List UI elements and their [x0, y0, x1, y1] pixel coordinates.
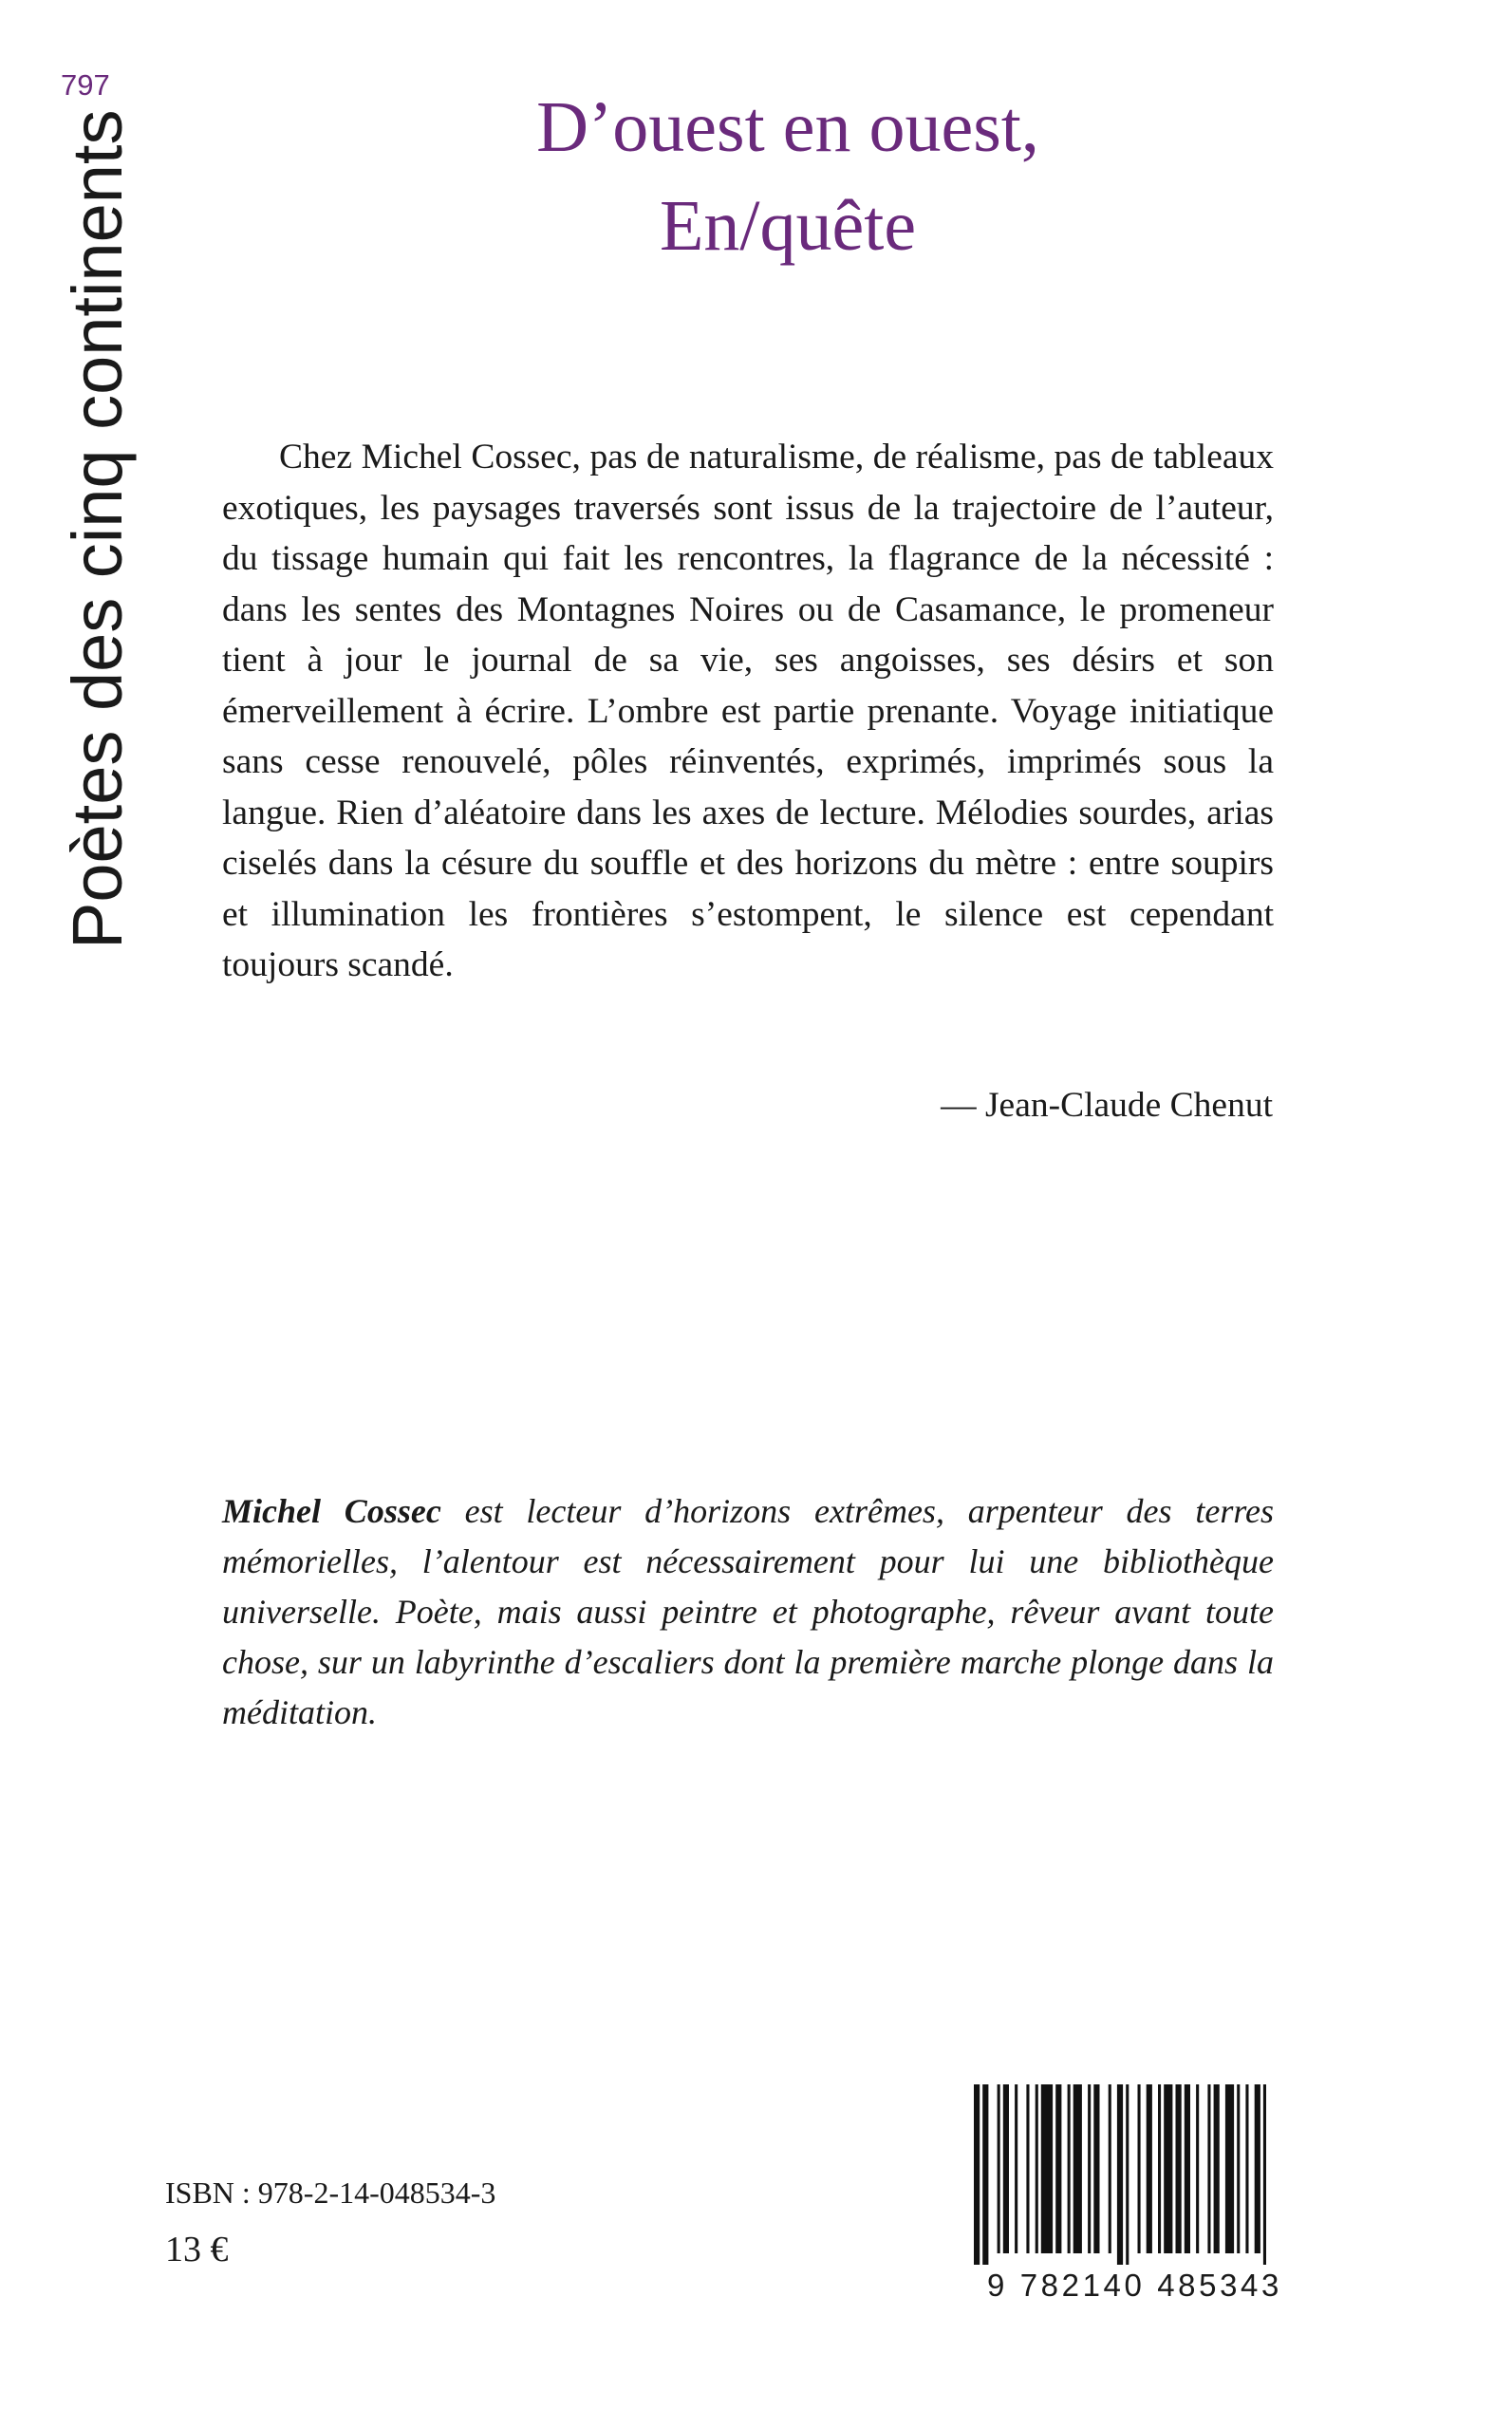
barcode-bar	[1093, 2084, 1099, 2253]
series-name: Poètes des cinq continents	[58, 109, 137, 949]
author-bio-text: est lecteur d’horizons extrêmes, arpenteur des terres mémorielles, l’alentour est nécessairement pour lui une bibliothèque universelle. Poète, mais aussi peintre et photographe, rêveur avant toute chose, sur un labyrinthe d’escaliers dont la première marche plonge dans la méditation.	[222, 1492, 1274, 1731]
author-name: Michel Cossec	[222, 1492, 441, 1530]
blurb-attribution: — Jean-Claude Chenut	[941, 1086, 1273, 1125]
barcode-bar	[1207, 2084, 1210, 2253]
barcode-bars-icon	[968, 2084, 1319, 2265]
barcode-bar	[1185, 2084, 1190, 2253]
author-bio	[222, 1486, 1274, 1738]
barcode	[968, 2084, 1319, 2265]
title-line-1: D’ouest en ouest,	[536, 87, 1039, 167]
barcode-bar	[1109, 2084, 1111, 2253]
barcode-bar	[1026, 2084, 1029, 2253]
barcode-bar	[1068, 2084, 1071, 2253]
title-line-2: En/quête	[659, 186, 917, 266]
barcode-bar	[1263, 2084, 1266, 2265]
barcode-bar	[1214, 2084, 1220, 2253]
barcode-bar	[1138, 2084, 1141, 2253]
series-number: 797	[61, 68, 110, 102]
barcode-bar	[1117, 2084, 1123, 2265]
barcode-digits: 9 782140 485343	[987, 2268, 1282, 2303]
barcode-bar	[1245, 2084, 1248, 2253]
barcode-bar	[1015, 2084, 1017, 2253]
barcode-bar	[974, 2084, 980, 2265]
isbn: ISBN : 978-2-14-048534-3	[165, 2176, 496, 2210]
barcode-bar	[1003, 2084, 1009, 2253]
blurb	[222, 432, 1274, 991]
barcode-bar	[1088, 2084, 1091, 2253]
barcode-bar	[1196, 2084, 1199, 2253]
blurb-text: Chez Michel Cossec, pas de naturalisme, de réalisme, pas de tableaux exotiques, les paysages traversés sont issus de la trajectoire de l’auteur, du tissage humain qui fait les rencontres, la flagrance de la nécessité : dans les sentes des Montagnes Noires ou de Casamance, le promeneur tient à jour le journal de sa vie, ses angoisses, ses désirs et son émerveillement à écrire. L’ombre est partie prenante. Voyage initiatique sans cesse renouvelé, pôles réinventés, exprimés, imprimés sous la langue. Rien d’aléatoire dans les axes de lecture. Mélodies sourdes, arias ciselés dans la césure du souffle et des horizons du mètre : entre soupirs et illumination les frontières s’estompent, le silence est cependant toujours scandé.	[222, 438, 1274, 984]
barcode-bar	[982, 2084, 988, 2265]
barcode-bar	[1237, 2084, 1240, 2253]
barcode-bar	[998, 2084, 1000, 2253]
barcode-bar	[1164, 2084, 1172, 2253]
barcode-bar	[1255, 2084, 1260, 2253]
barcode-bar	[1055, 2084, 1061, 2253]
price: 13 €	[165, 2230, 229, 2269]
barcode-bar	[1126, 2084, 1129, 2265]
barcode-bar	[1176, 2084, 1182, 2253]
barcode-bar	[1041, 2084, 1053, 2253]
book-title	[285, 78, 1291, 275]
barcode-bar	[1225, 2084, 1234, 2253]
barcode-bar	[1073, 2084, 1082, 2253]
barcode-bar	[1158, 2084, 1161, 2253]
barcode-bar	[1147, 2084, 1152, 2253]
barcode-bar	[1036, 2084, 1038, 2253]
